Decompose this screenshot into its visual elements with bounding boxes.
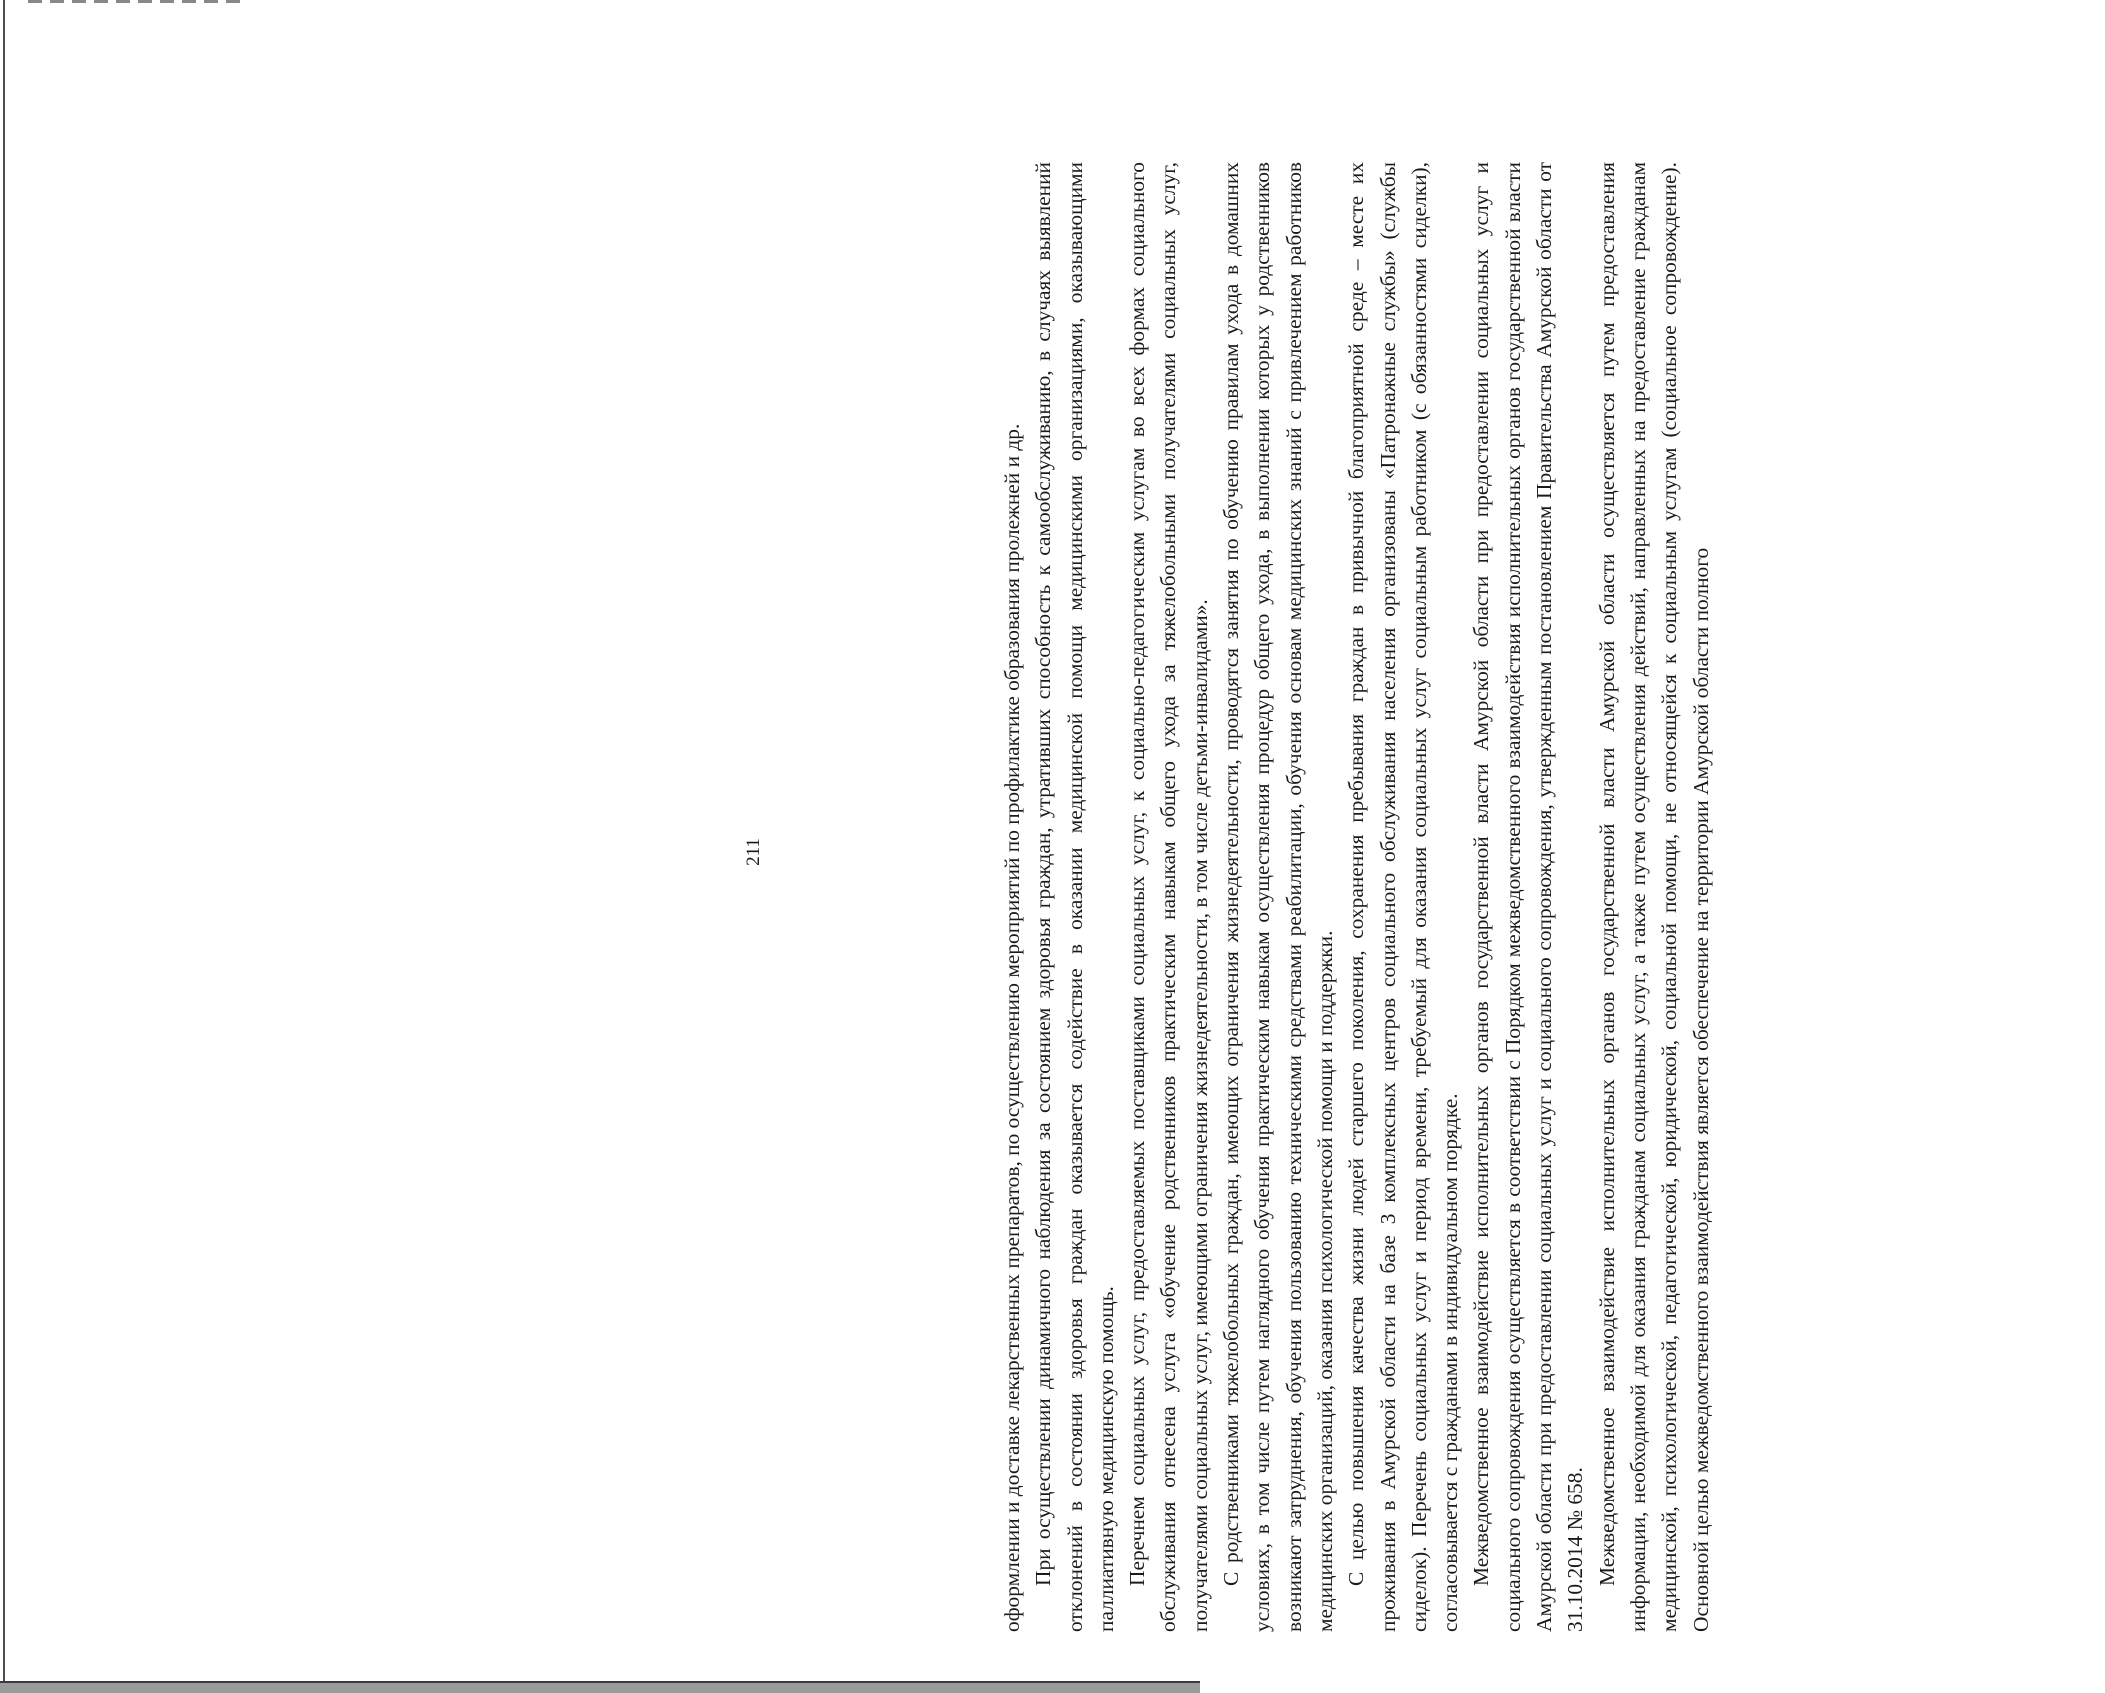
scan-top-artifact xyxy=(28,0,248,3)
body-text xyxy=(997,162,1717,1632)
paragraph: С целью повышения качества жизни людей старшего поколения, сохранения пребывания граждан в привычной благоприятной среде – месте их проживания в Амурской области на базе 3 комплексных центров социального обслуживания населения организованы «Патронажные службы» (службы сиделок). Перечень социальных услуг и период времени, требуемый для оказания социальных услуг социальным работником (с обязанностями сиделки), согласовывается с гражданами в индивидуальном порядке. xyxy=(1344,162,1463,1632)
paragraph: С родственниками тяжелобольных граждан, имеющих ограничения жизнедеятельности, проводятся занятия по обучению правилам ухода в домашних условиях, в том числе путем наглядного обучения практическим навыкам осуществления процедур общего ухода, в выполнении которых у родственников возникают затруднения, обучения пользованию техническими средствами реабилитации, обучения основам медицинских знаний с привлечением работников медицинских организаций, оказания психологической помощи и поддержки. xyxy=(1219,162,1337,1632)
scan-left-edge xyxy=(3,0,5,1693)
paragraph: Межведомственное взаимодействие исполнительных органов государственной власти Амурской области при предоставлении социальных услуг и социального сопровождения осуществляется в соответствии с Порядком межведомственного взаимодействия исполнительных органов государственной власти Амурской области при предоставлении социальных услуг и социального сопровождения, утвержденным постановлением Правительства Амурской области от 31.10.2014 № 658. xyxy=(1469,162,1588,1632)
paragraph: Перечнем социальных услуг, предоставляемых поставщиками социальных услуг, к социально-педагогическим услугам во всех формах социального обслуживания отнесена услуга «обучение родственников практическим навыкам общего ухода за тяжелобольными получателями социальных услуг, получателями социальных услуг, имеющими ограничения жизнедеятельности, в том числе детьми-инвалидами». xyxy=(1125,162,1212,1632)
paragraph: При осуществлении динамичного наблюдения за состоянием здоровья граждан, утративших способность к самообслуживанию, в случаях выявлений отклонений в состоянии здоровья граждан оказывается содействие в оказании медицинской помощи медицинскими организациями, оказывающими паллиативную медицинскую помощь. xyxy=(1031,162,1118,1632)
paragraph: Межведомственное взаимодействие исполнительных органов государственной власти Амурской области осуществляется путем предоставления информации, необходимой для оказания гражданам социальных услуг, а также путем осуществления действий, направленных на предоставление гражданам медицинской, психологической, педагогической, юридической, социальной помощи, не относящейся к социальным услугам (социальное сопровождение). Основной целью межведомственного взаимодействия является обеспечение на территории Амурской области полного xyxy=(1594,162,1713,1632)
page-number: 211 xyxy=(743,838,764,866)
rotated-page-content xyxy=(743,72,2105,1632)
paragraph-continuation: оформлении и доставке лекарственных препаратов, по осуществлению мероприятий по профилактике образования пролежней и др. xyxy=(1000,423,1024,1632)
scan-bottom-edge xyxy=(0,1683,1200,1693)
